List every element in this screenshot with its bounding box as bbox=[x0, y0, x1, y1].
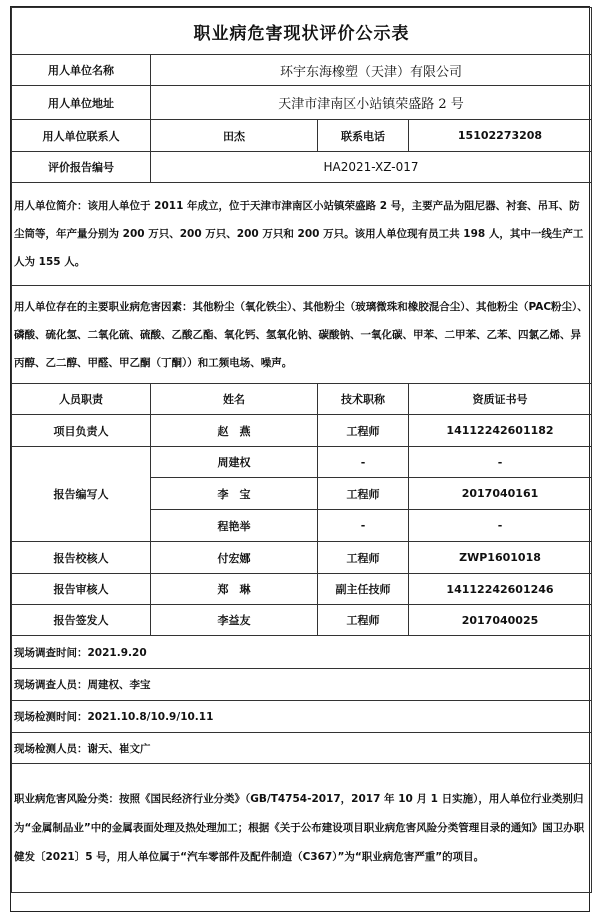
header-cert: 资质证书号 bbox=[409, 384, 592, 415]
name-cell: 赵 燕 bbox=[151, 415, 318, 447]
report-number-value: HA2021-XZ-017 bbox=[151, 152, 592, 183]
title-cell: - bbox=[318, 447, 409, 478]
role-cell: 项目负责人 bbox=[12, 415, 151, 447]
header-role: 人员职责 bbox=[12, 384, 151, 415]
employer-address-value: 天津市津南区小站镇荣盛路 2 号 bbox=[151, 86, 592, 120]
table-row bbox=[12, 447, 592, 478]
employer-intro: 用人单位简介：该用人单位于 2011 年成立，位于天津市津南区小站镇荣盛路 2 号，主要产品为阻尼器、衬套、吊耳、防尘筒等，年产量分别为 200 万只、200 万只、200 万只和 200 万只。该用人单位现有员工共 198 人，其中一线生产工人为 155 人。 bbox=[12, 183, 592, 286]
cert-cell: 14112242601182 bbox=[409, 415, 592, 447]
header-name: 姓名 bbox=[151, 384, 318, 415]
cert-cell: - bbox=[409, 510, 592, 542]
role-cell: 报告编写人 bbox=[12, 447, 151, 542]
disclosure-table bbox=[11, 7, 592, 893]
cert-cell: 2017040025 bbox=[409, 605, 592, 636]
test-time: 现场检测时间：2021.10.8/10.9/10.11 bbox=[12, 701, 592, 733]
name-cell: 李 宝 bbox=[151, 478, 318, 510]
header-title: 技术职称 bbox=[318, 384, 409, 415]
table-row bbox=[12, 605, 592, 636]
employer-name-value: 环宇东海橡塑（天津）有限公司 bbox=[151, 55, 592, 86]
title-cell: 工程师 bbox=[318, 542, 409, 574]
name-cell: 周建权 bbox=[151, 447, 318, 478]
contact-person-label: 用人单位联系人 bbox=[12, 120, 151, 152]
title-cell: 工程师 bbox=[318, 478, 409, 510]
role-cell: 报告签发人 bbox=[12, 605, 151, 636]
cert-cell: ZWP1601018 bbox=[409, 542, 592, 574]
role-cell: 报告审核人 bbox=[12, 574, 151, 605]
phone-label: 联系电话 bbox=[318, 120, 409, 152]
name-cell: 李益友 bbox=[151, 605, 318, 636]
disclosure-form bbox=[10, 6, 590, 912]
test-staff: 现场检测人员：谢天、崔文广 bbox=[12, 733, 592, 764]
page-title: 职业病危害现状评价公示表 bbox=[12, 8, 592, 55]
phone-value: 15102273208 bbox=[409, 120, 592, 152]
contact-person-value: 田杰 bbox=[151, 120, 318, 152]
survey-time: 现场调查时间：2021.9.20 bbox=[12, 636, 592, 669]
cert-cell: 14112242601246 bbox=[409, 574, 592, 605]
title-cell: 副主任技师 bbox=[318, 574, 409, 605]
survey-staff: 现场调查人员：周建权、李宝 bbox=[12, 669, 592, 701]
cert-cell: - bbox=[409, 447, 592, 478]
role-cell: 报告校核人 bbox=[12, 542, 151, 574]
name-cell: 郑 琳 bbox=[151, 574, 318, 605]
title-cell: - bbox=[318, 510, 409, 542]
hazard-factors: 用人单位存在的主要职业病危害因素：其他粉尘（氧化铁尘）、其他粉尘（玻璃微珠和橡胶混合尘）、其他粉尘（PAC粉尘）、磷酸、硫化氢、二氧化硫、硫酸、乙酸乙酯、氧化钙、氢氧化钠、碳酸钠、一氧化碳、甲苯、二甲苯、乙苯、四氯乙烯、异丙醇、乙二醇、甲醛、甲乙酮（丁酮））和工频电场、噪声。 bbox=[12, 286, 592, 384]
table-row bbox=[12, 574, 592, 605]
report-number-label: 评价报告编号 bbox=[12, 152, 151, 183]
cert-cell: 2017040161 bbox=[409, 478, 592, 510]
title-cell: 工程师 bbox=[318, 415, 409, 447]
table-row bbox=[12, 542, 592, 574]
risk-classification: 职业病危害风险分类：按照《国民经济行业分类》（GB/T4754-2017，2017 年 10 月 1 日实施），用人单位行业类别归为“金属制品业”中的金属表面处理及热处理加工；根据《关于公布建设项目职业病危害风险分类管理目录的通知》国卫办职健发〔2021〕5 号，用人单位属于“汽车零部件及配件制造（C367）”为“职业病危害严重”的项目。 bbox=[12, 764, 592, 893]
employer-name-label: 用人单位名称 bbox=[12, 55, 151, 86]
table-row bbox=[12, 415, 592, 447]
title-cell: 工程师 bbox=[318, 605, 409, 636]
name-cell: 付宏娜 bbox=[151, 542, 318, 574]
name-cell: 程艳举 bbox=[151, 510, 318, 542]
employer-address-label: 用人单位地址 bbox=[12, 86, 151, 120]
